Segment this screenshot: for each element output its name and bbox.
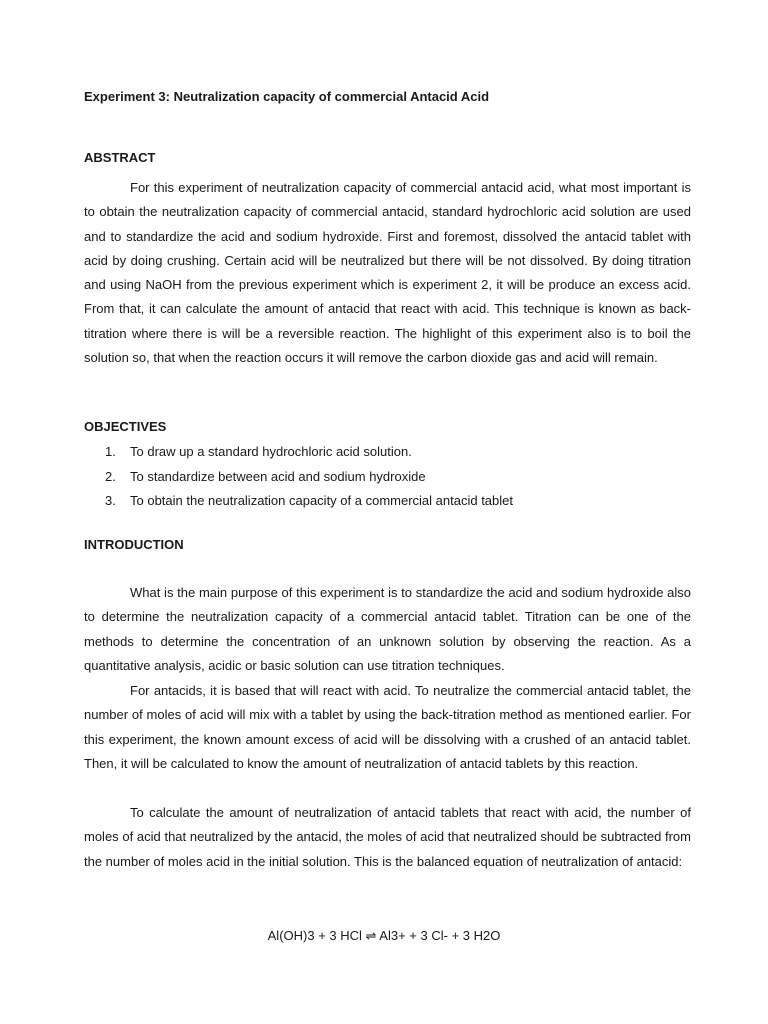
list-item [84,440,513,465]
list-item [84,465,513,490]
list-item-number: 2. [105,468,116,484]
introduction-paragraph-2: For antacids, it is based that will react with acid. To neutralize the commercial antacid tablet, the number of moles of acid will mix with a tablet by using the back-titration method as mentioned earlier. For this experiment, the known amount excess of acid will be dissolving with a crushed of an antacid tablet. Then, it will be calculated to know the amount of neutralization of antacid tablets by this reaction. [84,683,691,771]
list-item-number: 1. [105,444,116,459]
abstract-paragraph: For this experiment of neutralization capacity of commercial antacid acid, what most important is to obtain the neutralization capacity of commercial antacid, standard hydrochloric acid solution are used and to standardize the acid and sodium hydroxide. First and foremost, dissolved the antacid tablet with acid by doing crushing. Certain acid will be neutralized but there will be not dissolved. By doing titration and using NaOH from the previous experiment which is experiment 2, it will be produce an excess acid. From that, it can calculate the amount of antacid that react with acid. This technique is known as back-titration where there is will be a reversible reaction. The highlight of this experiment also is to boil the solution so, that when the reaction occurs it will remove the carbon dioxide gas and acid will remain. [84,180,691,366]
introduction-heading: INTRODUCTION [84,537,184,552]
list-item-text: To obtain the neutralization capacity of a commercial antacid tablet [130,493,513,508]
introduction-paragraph-3: To calculate the amount of neutralization of antacid tablets that react with acid, the number of moles of acid that neutralized by the antacid, the moles of acid that neutralized should be subtracted from the number of moles acid in the initial solution. This is the balanced equation of neutralization of antacid: [84,805,691,869]
introduction-paragraph-1: What is the main purpose of this experiment is to standardize the acid and sodium hydroxide also to determine the neutralization capacity of a commercial antacid tablet. Titration can be one of the methods to determine the concentration of an unknown solution by observing the reaction. As a quantitative analysis, acidic or basic solution can use titration techniques. [84,585,691,673]
list-item-text: To draw up a standard hydrochloric acid solution. [130,444,412,459]
objectives-list [84,440,513,514]
objectives-heading: OBJECTIVES [84,419,167,434]
document-title: Experiment 3: Neutralization capacity of commercial Antacid Acid [84,89,490,104]
list-item [84,489,513,514]
list-item-number: 3. [105,493,116,508]
abstract-heading: ABSTRACT [84,150,156,165]
neutralization-equation: Al(OH)3 + 3 HCl ⇌ Al3+ + 3 Cl- + 3 H2O [267,928,501,943]
list-item-text: To standardize between acid and sodium hydroxide [130,468,426,484]
